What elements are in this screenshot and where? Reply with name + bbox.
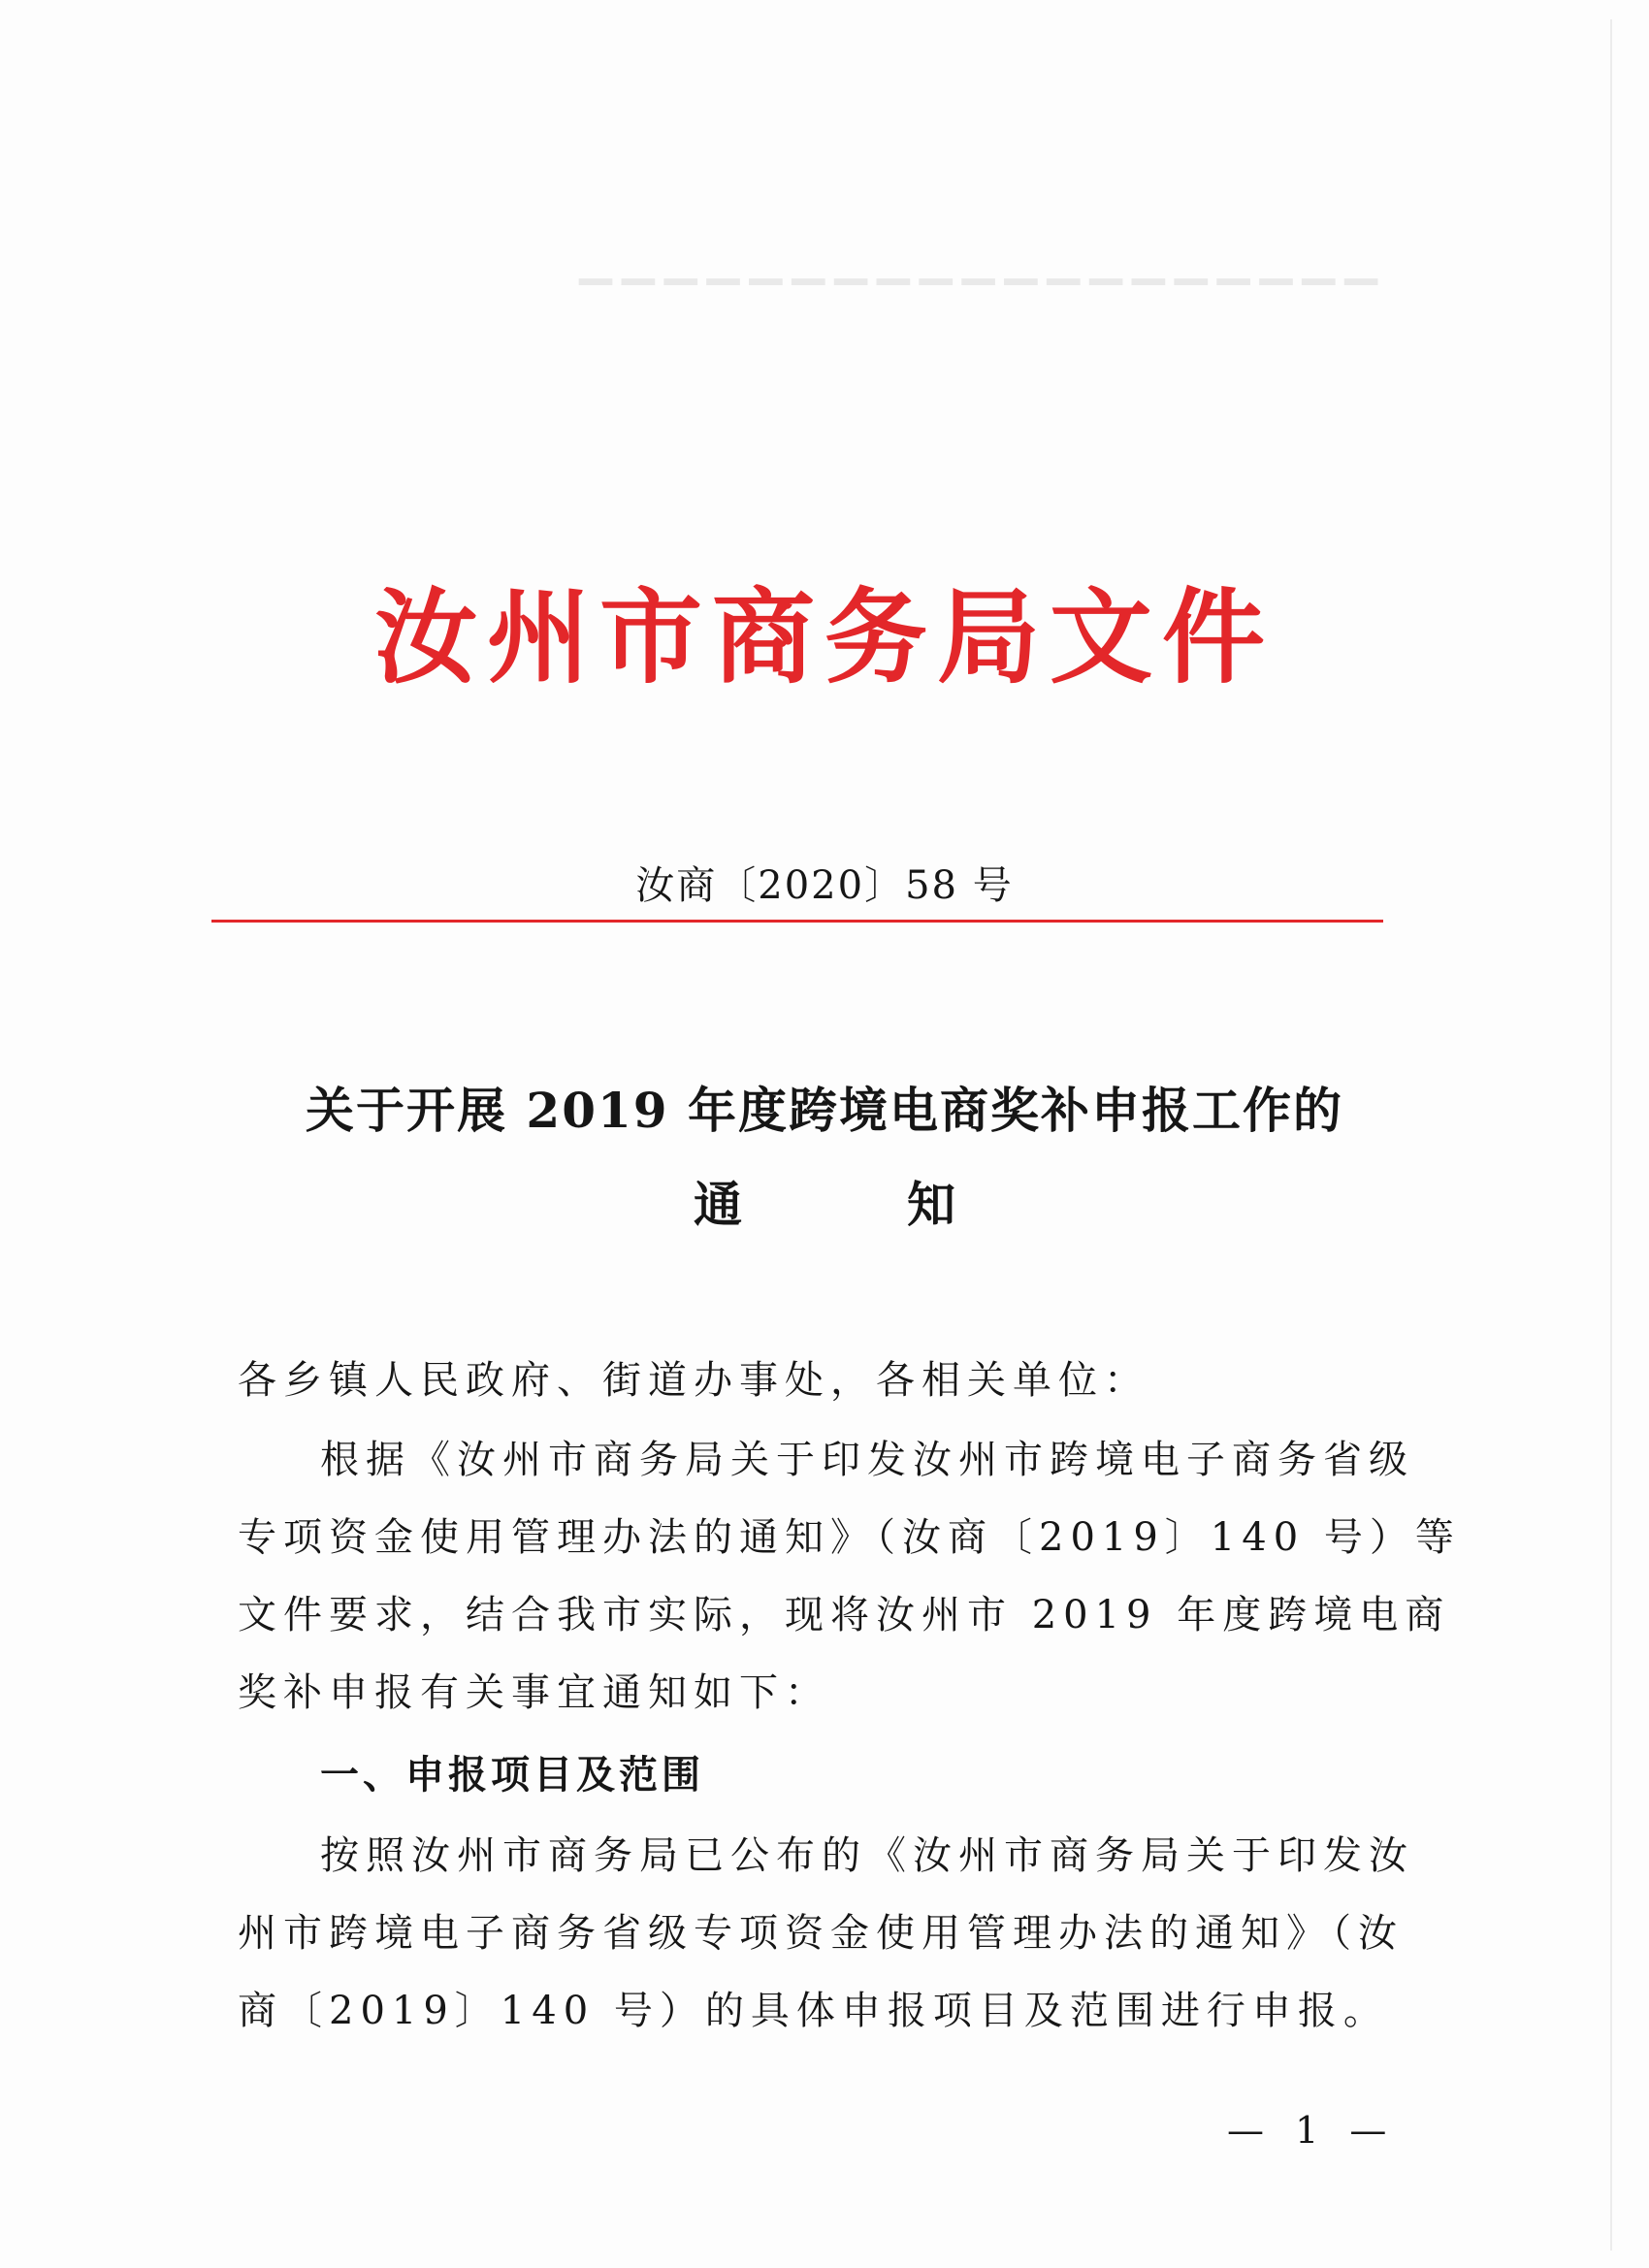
paragraph-2-line-3: 商〔2019〕140 号）的具体申报项目及范围进行申报。 bbox=[238, 1989, 1389, 2033]
paragraph-2-line-2: 州市跨境电子商务省级专项资金使用管理办法的通知》（汝 bbox=[238, 1911, 1404, 1956]
notice-title-line-1: 关于开展 2019 年度跨境电商奖补申报工作的 bbox=[306, 1082, 1343, 1139]
paragraph-1-line-1: 根据《汝州市商务局关于印发汝州市跨境电子商务省级 bbox=[320, 1438, 1414, 1482]
paragraph-2-line-1: 按照汝州市商务局已公布的《汝州市商务局关于印发汝 bbox=[320, 1833, 1414, 1878]
paragraph-1-line-4: 奖补申报有关事宜通知如下： bbox=[238, 1670, 830, 1715]
show-through-background: ▁▁▁▁▁▁▁▁▁▁▁▁▁▁▁▁▁▁▁ bbox=[569, 236, 1377, 285]
red-separator-rule bbox=[211, 920, 1383, 923]
page-number: — 1 — bbox=[1227, 2109, 1397, 2152]
notice-title-line-2: 通 知 bbox=[694, 1176, 1014, 1233]
salutation: 各乡镇人民政府、街道办事处，各相关单位： bbox=[238, 1358, 1149, 1403]
section-1-heading: 一、申报项目及范围 bbox=[320, 1753, 704, 1798]
document-number: 汝商〔2020〕58 号 bbox=[635, 863, 1014, 908]
paragraph-1-line-3: 文件要求，结合我市实际，现将汝州市 2019 年度跨境电商 bbox=[238, 1593, 1451, 1637]
document-masthead: 汝州市商务局文件 bbox=[374, 576, 1275, 697]
paragraph-1-line-2: 专项资金使用管理办法的通知》（汝商〔2019〕140 号）等 bbox=[238, 1515, 1461, 1560]
